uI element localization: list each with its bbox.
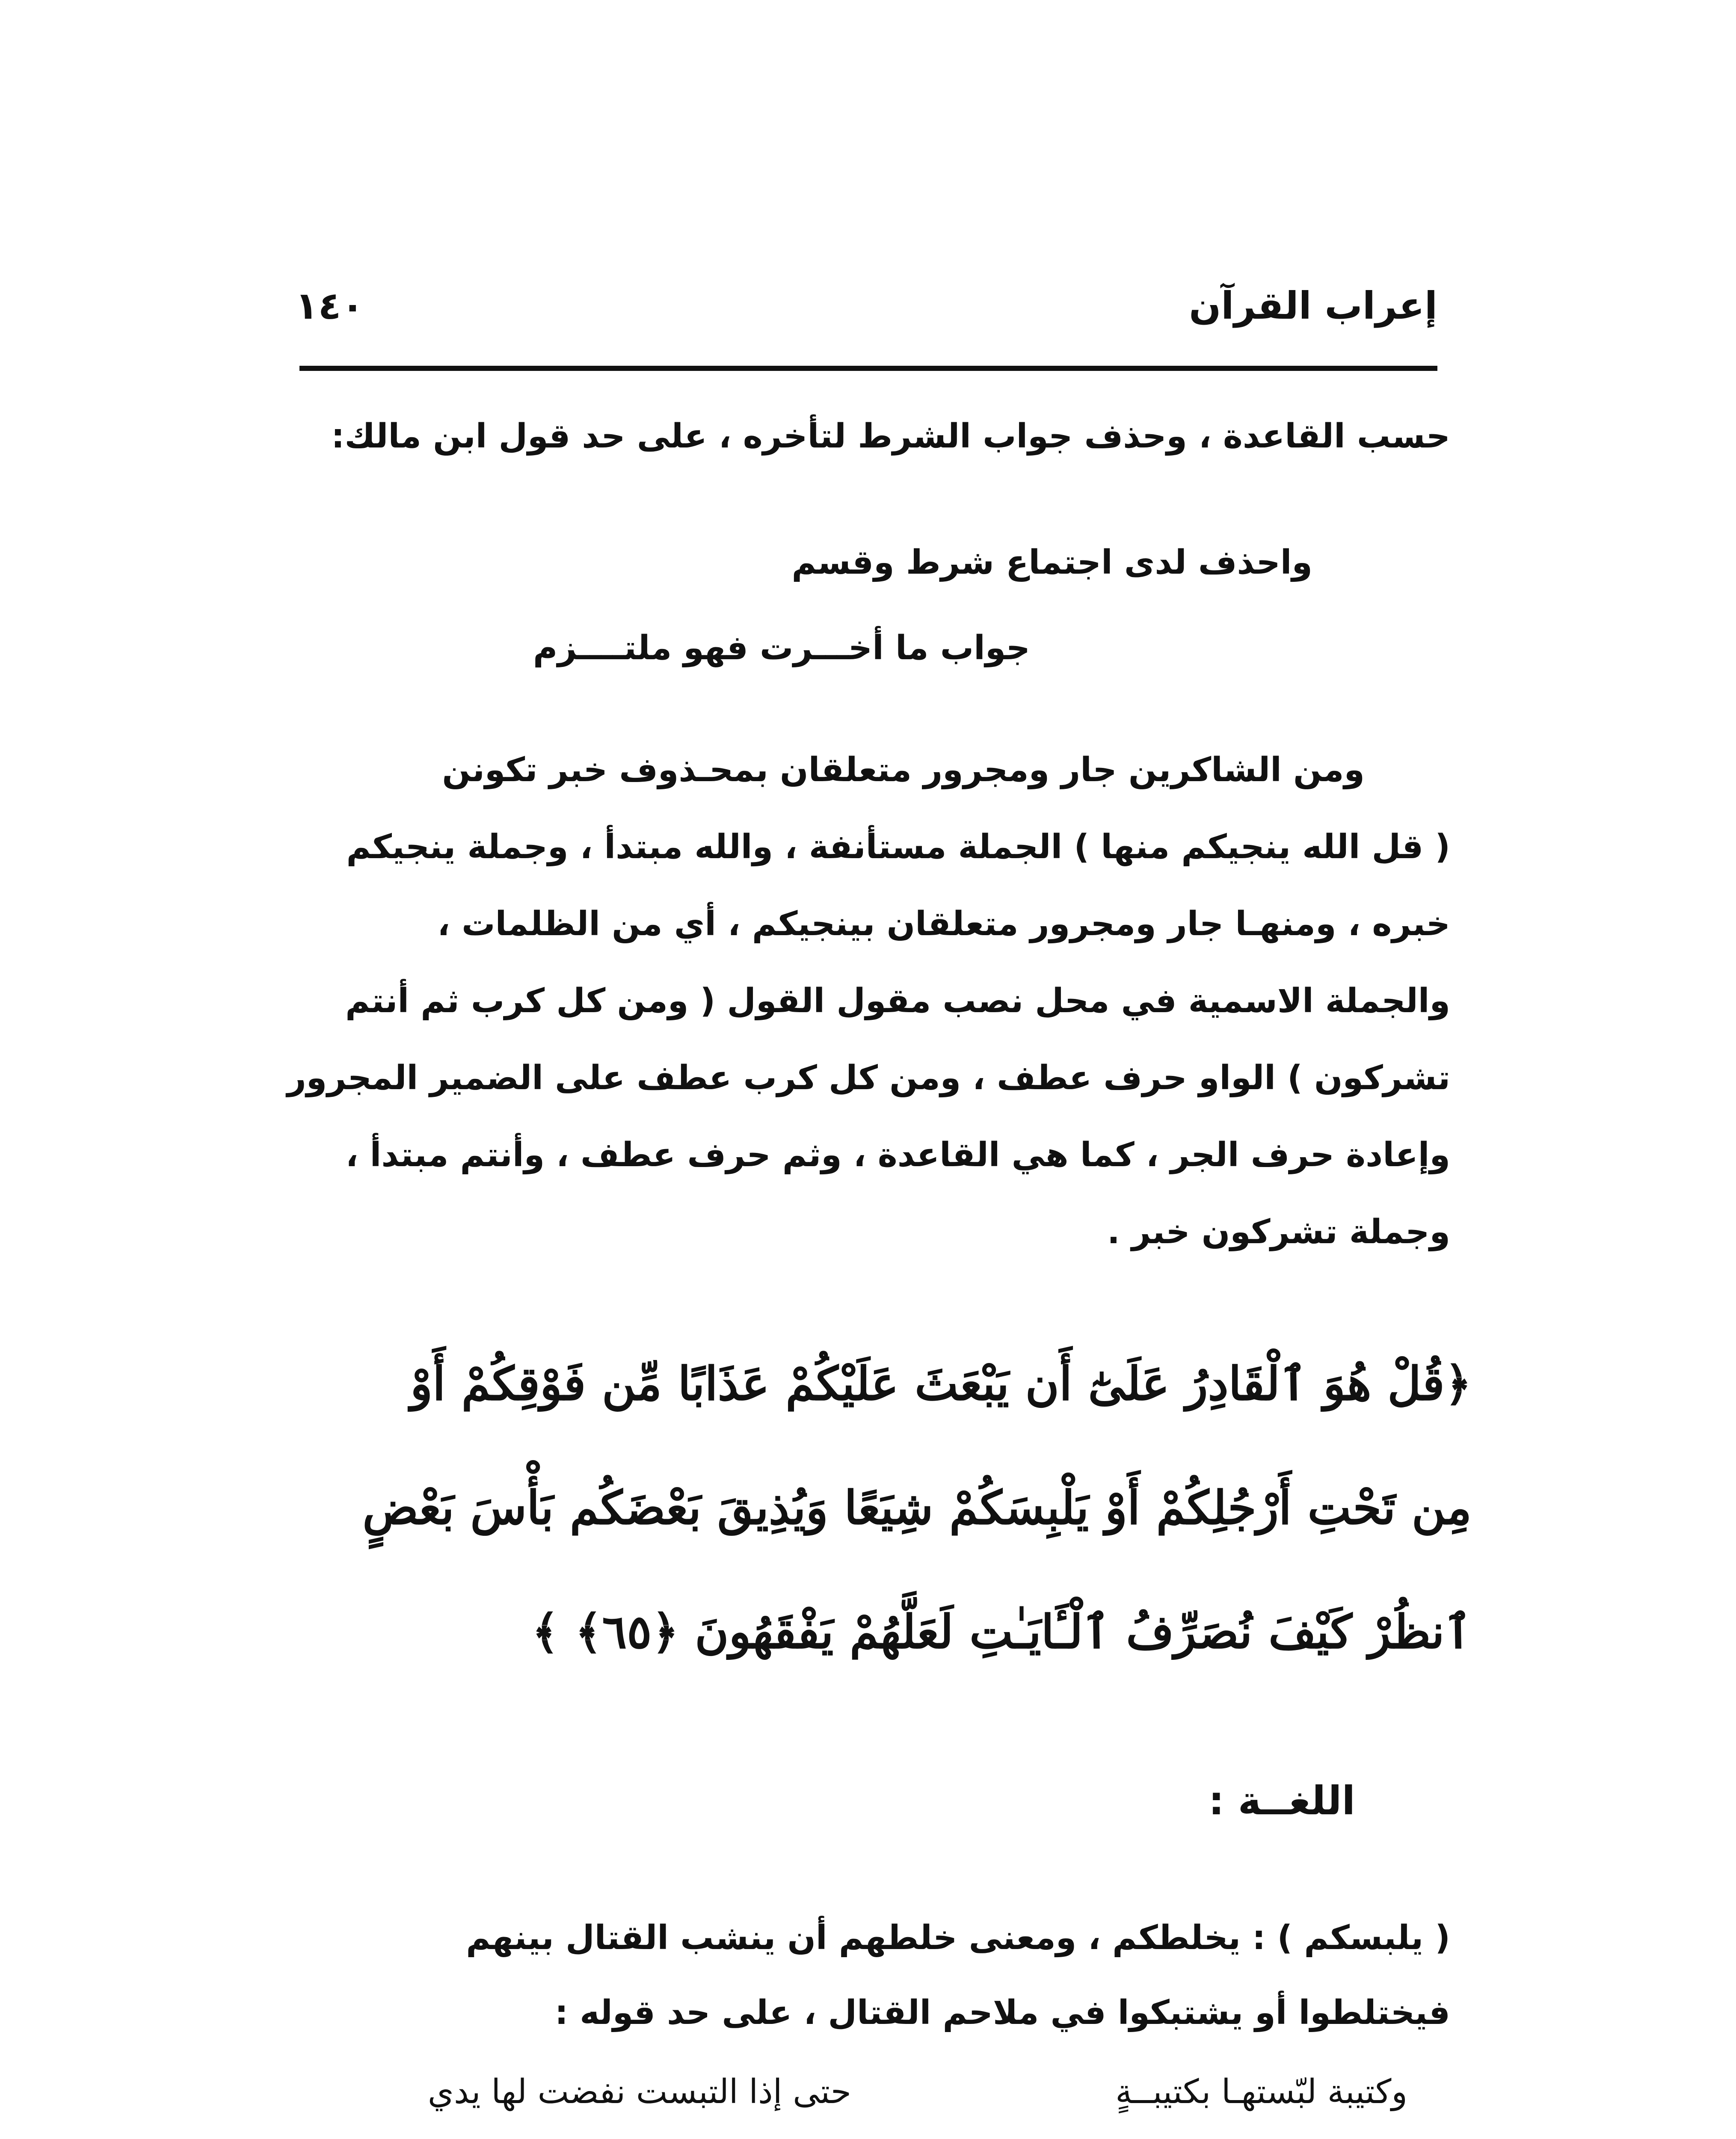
intro-paragraph — [295, 411, 1450, 466]
paragraph-line: ومن الشاكرين جار ومجرور متعلقان بمحـذوف خبر تكونن — [442, 751, 1365, 789]
header-divider — [299, 366, 1437, 371]
poem-first-hemistich: وكتيبة لبّستهـا بكتيبــةٍ — [1115, 2073, 1407, 2111]
page-header — [295, 274, 1437, 338]
lugha-line: فيختلطوا أو يشتبكوا في ملاحم القتال ، على حد قوله : — [554, 1994, 1450, 2032]
paragraph-line: خبره ، ومنهـا جار ومجرور متعلقان بينجيكم ، أي من الظلمات ، — [437, 905, 1450, 943]
intro-line: حسب القاعدة ، وحذف جواب الشرط لتأخره ، على حد قول ابن مالك: — [331, 417, 1450, 456]
paragraph-line: وإعادة حرف الجر ، كما هي القاعدة ، وثم حرف عطف ، وأنتم مبتدأ ، — [345, 1136, 1450, 1174]
quran-line: ٱنظُرْ كَيْفَ نُصَرِّفُ ٱلْـَٔايَـٰتِ لَعَلَّهُمْ يَفْقَهُونَ ﴿٦٥﴾ ﴾ — [532, 1605, 1472, 1659]
paragraph-line: تشركون ) الواو حرف عطف ، ومن كل كرب عطف على الضمير المجرور — [287, 1059, 1450, 1097]
lugha-line: ( يلبسكم ) : يخلطكم ، ومعنى خلطهم أن ينشب القتال بينهم — [466, 1919, 1450, 1957]
quran-line: ﴿قُلْ هُوَ ٱلْقَادِرُ عَلَىٰٓ أَن يَبْعَثَ عَلَيْكُمْ عَذَابًا مِّن فَوْقِكُمْ أَوْ — [410, 1357, 1472, 1411]
main-paragraph — [287, 744, 1450, 1279]
running-title: إعراب القرآن — [1189, 284, 1437, 328]
lugha-paragraph — [295, 1912, 1450, 2049]
poem-line — [295, 2066, 1450, 2130]
quran-verse-block — [282, 1343, 1472, 1728]
quran-line: مِن تَحْتِ أَرْجُلِكُمْ أَوْ يَلْبِسَكُمْ شِيَعًا وَيُذِيقَ بَعْضَكُم بَأْسَ بَعْضٍ — [362, 1481, 1472, 1535]
section-heading: اللغــة : — [1208, 1778, 1355, 1824]
paragraph-line: وجملة تشركون خبر . — [1107, 1213, 1450, 1251]
paragraph-line: ( قل الله ينجيكم منها ) الجملة مستأنفة ، والله مبتدأ ، وجملة ينجيكم — [346, 828, 1450, 866]
paragraph-line: والجملة الاسمية في محل نصب مقول القول ( ومن كل كرب ثم أنتم — [345, 982, 1450, 1020]
verse-line-2: جواب ما أخـــرت فهو ملتــــزم — [533, 629, 1030, 667]
page-number: ١٤٠ — [295, 284, 364, 328]
poem-second-hemistich: حتى إذا التبست نفضت لها يدي — [427, 2073, 851, 2111]
verse-line-1: واحذف لدى اجتماع شرط وقسم — [791, 543, 1312, 582]
